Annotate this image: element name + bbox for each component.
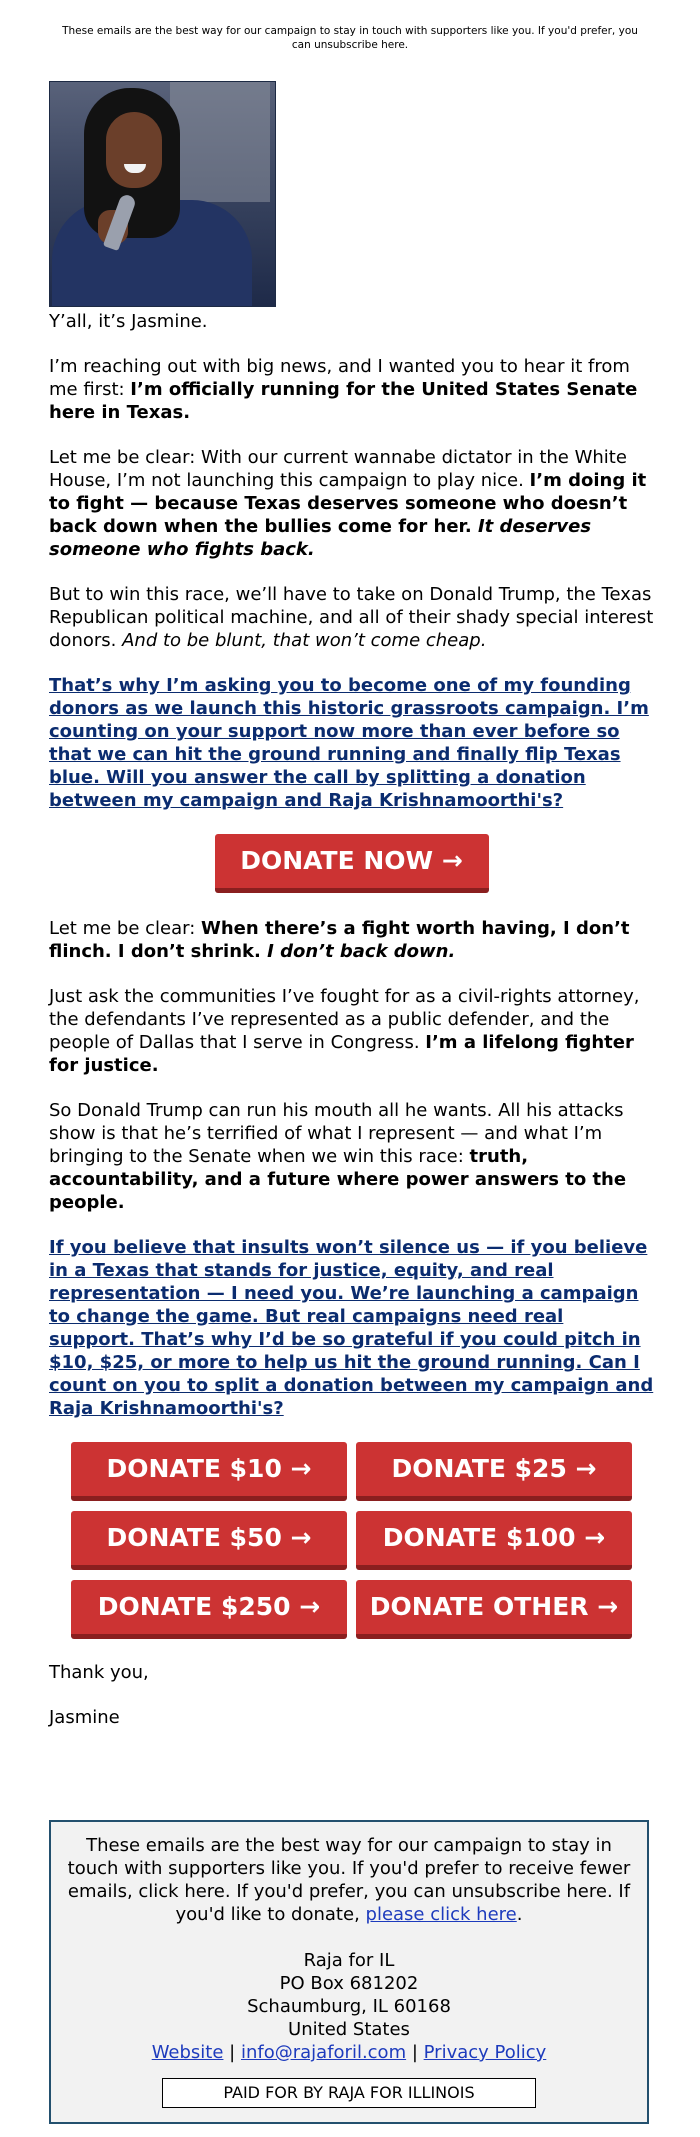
candidate-photo	[49, 81, 276, 307]
footer-text: These emails are the best way for our campaign to stay in touch with supporters like you. If you'd prefer to receive fewer emails, click here. If you'd prefer, you can unsubscribe here. If you'd like to donate, please click here.	[67, 1835, 631, 1925]
donate-25-button[interactable]: DONATE $25 →	[356, 1442, 632, 1501]
donate-button-grid	[49, 1442, 654, 1639]
donation-appeal-link-2[interactable]: If you believe that insults won’t silence us — if you believe in a Texas that stands for justice, equity, and real representation — I need you. We’re launching a campaign to change the game. But real campaigns need real support. That’s why I’d be so grateful if you could pitch in $10, $25, or more to help us hit the ground running. Can I count on you to split a donation between my campaign and Raja Krishnamoorthi's?	[49, 1237, 654, 1419]
website-link[interactable]: Website	[151, 2042, 224, 2063]
footer-country: United States	[288, 2019, 410, 2040]
paragraph-record: Just ask the communities I’ve fought for as a civil-rights attorney, the defendants I’ve represented as a public defender, and the people of Dallas that I serve in Congress. I’m a lifelong fighter for justice.	[49, 986, 640, 1076]
email-footer	[49, 1820, 649, 2124]
privacy-policy-link[interactable]: Privacy Policy	[423, 2042, 547, 2063]
donate-other-button[interactable]: DONATE OTHER →	[356, 1580, 632, 1639]
paragraph-no-backing-down: Let me be clear: When there’s a fight worth having, I don’t flinch. I don’t shrink. I don’t back down.	[49, 918, 630, 962]
footer-org: Raja for IL	[303, 1950, 395, 1971]
closing: Thank you,	[49, 1662, 149, 1683]
donate-100-button[interactable]: DONATE $100 →	[356, 1511, 632, 1570]
footer-donate-link[interactable]: please click here	[365, 1904, 517, 1925]
paragraph-announcement: I’m reaching out with big news, and I wanted you to hear it from me first: I’m officially running for the United States Senate here in Texas.	[49, 356, 638, 423]
email-link[interactable]: info@rajaforil.com	[240, 2042, 407, 2063]
paragraph-fight: Let me be clear: With our current wannabe dictator in the White House, I’m not launching this campaign to play nice. I’m doing it to fight — because Texas deserves someone who doesn’t back down when the bullies come for her. It deserves someone who fights back.	[49, 447, 647, 560]
donate-250-button[interactable]: DONATE $250 →	[71, 1580, 347, 1639]
paid-for-disclaimer: PAID FOR BY RAJA FOR ILLINOIS	[162, 2078, 536, 2108]
paragraph-trump: So Donald Trump can run his mouth all he wants. All his attacks show is that he’s terrified of what I represent — and what I’m bringing to the Senate when we win this race: truth, accountability, and a future where power answers to the people.	[49, 1100, 627, 1213]
signature: Jasmine	[49, 1707, 120, 1728]
email-body	[49, 310, 654, 1751]
greeting: Y’all, it’s Jasmine.	[49, 311, 208, 332]
donate-10-button[interactable]: DONATE $10 →	[71, 1442, 347, 1501]
footer-links: Website | info@rajaforil.com | Privacy Policy	[151, 2042, 547, 2063]
donate-now-button[interactable]: DONATE NOW →	[215, 834, 489, 893]
footer-address-2: Schaumburg, IL 60168	[247, 1996, 451, 2017]
footer-address-1: PO Box 681202	[279, 1973, 419, 1994]
donation-appeal-link-1[interactable]: That’s why I’m asking you to become one of my founding donors as we launch this historic grassroots campaign. I’m counting on your support now more than ever before so that we can hit the ground running and finally flip Texas blue. Will you answer the call by splitting a donation between my campaign and Raja Krishnamoorthi's?	[49, 675, 649, 811]
preheader-text: These emails are the best way for our campaign to stay in touch with supporters like you. If you'd prefer, you can unsubscribe here.	[62, 25, 638, 51]
donate-50-button[interactable]: DONATE $50 →	[71, 1511, 347, 1570]
paragraph-cost: But to win this race, we’ll have to take on Donald Trump, the Texas Republican political machine, and all of their shady special interest donors. And to be blunt, that won’t come cheap.	[49, 584, 654, 651]
